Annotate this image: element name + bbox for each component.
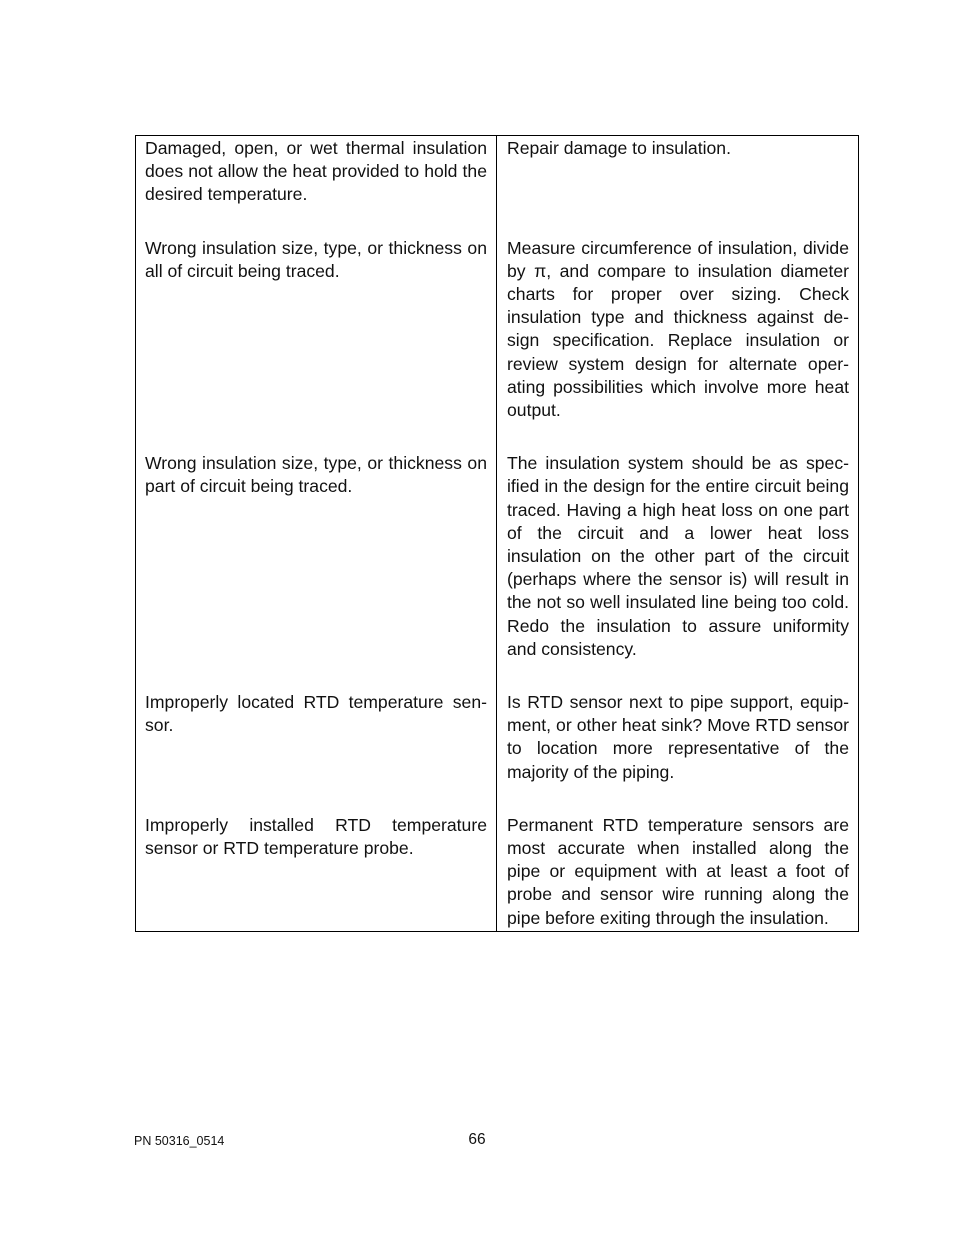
cause-cell: Damaged, open, or wet thermal insulation does not allow the heat provided to hold the desired temperature.	[136, 136, 497, 236]
table-row	[136, 690, 858, 813]
footer-page-number: 66	[468, 1131, 486, 1148]
table-row	[136, 136, 858, 236]
remedy-cell: Permanent RTD temperature sensors are most accurate when installed along the pipe or equipment with at least a foot of probe and sensor wire running along the pipe before exiting through the insulation.	[507, 814, 849, 928]
table-row	[136, 451, 858, 690]
cause-cell: Improperly installed RTD temperature sensor or RTD temperature probe.	[136, 813, 497, 931]
troubleshooting-table	[135, 135, 859, 932]
table-row	[136, 236, 858, 452]
remedy-cell: Is RTD sensor next to pipe support, equipment, or other heat sink? Move RTD sensor to location more representative of the majority of the piping.	[507, 692, 849, 782]
remedy-cell: Measure circumference of insulation, divide by π, and compare to insulation diameter charts for proper over sizing. Check insulation type and thickness against design specification. Replace insulation or review system design for alternate operating possibilities which involve more heat output.	[507, 237, 849, 421]
remedy-cell: The insulation system should be as specified in the design for the entire circuit being traced. Having a high heat loss on one part of the circuit and a lower heat loss insulation on the other part of the circuit (perhaps where the sensor is) will result in the not so well insulated line being too cold. Redo the insulation to assure uniformity and consistency.	[507, 453, 849, 659]
table-row	[136, 813, 858, 931]
footer-part-number: PN 50316_0514	[134, 1134, 225, 1148]
cause-cell: Wrong insulation size, type, or thickness on part of circuit being traced.	[136, 451, 497, 690]
remedy-cell: Repair damage to insulation.	[507, 138, 731, 158]
cause-cell: Wrong insulation size, type, or thickness on all of circuit being traced.	[136, 236, 497, 452]
cause-cell: Improperly located RTD temperature sensor.	[136, 690, 497, 813]
